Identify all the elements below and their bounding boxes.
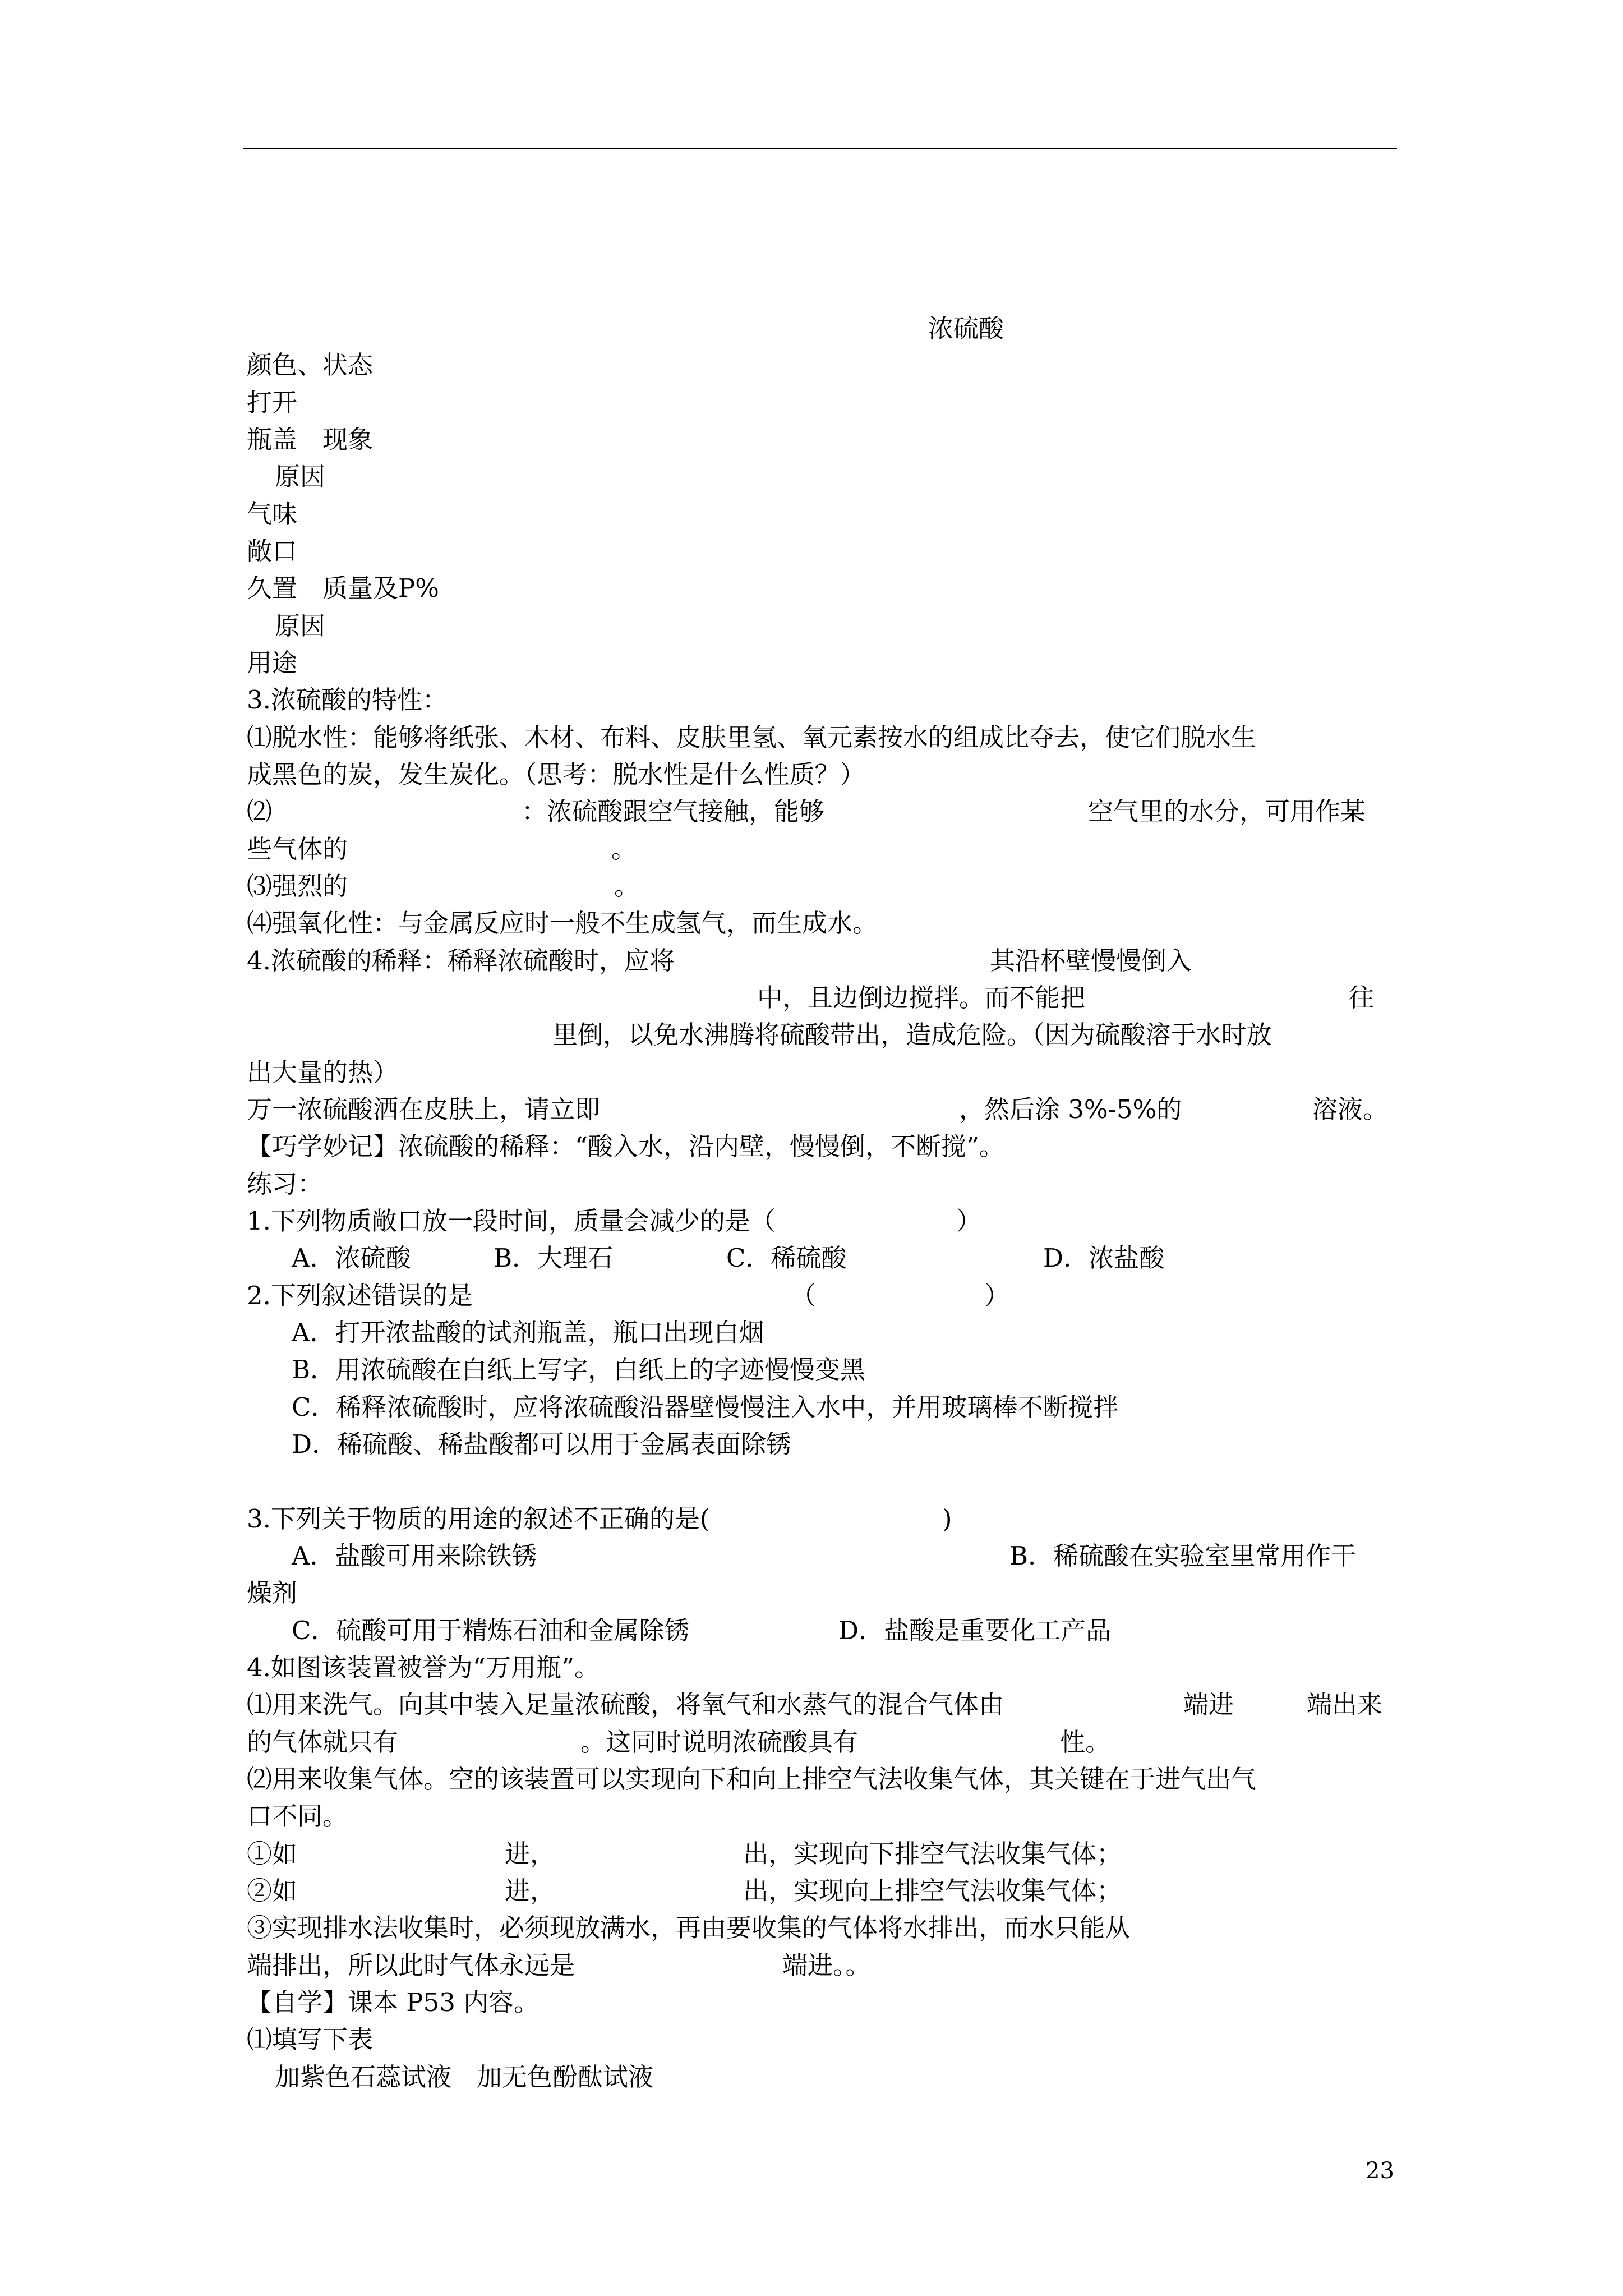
option: A．打开浓盐酸的试剂瓶盖，瓶口出现白烟	[292, 1318, 764, 1347]
paragraph: 些气体的	[247, 834, 348, 864]
option: B．用浓硫酸在白纸上写字，白纸上的字迹慢慢变黑	[292, 1355, 866, 1384]
question: 1.下列物质敞口放一段时间，质量会减少的是（	[247, 1206, 776, 1236]
option: C．稀释浓硫酸时，应将浓硫酸沿器壁慢慢注入水中，并用玻璃棒不断搅拌	[292, 1392, 1119, 1422]
paragraph: 。	[614, 871, 640, 901]
paragraph: 的气体就只有	[247, 1727, 399, 1757]
paragraph: 中，且边倒边搅拌。而不能把	[757, 983, 1086, 1013]
option: C．稀硫酸	[726, 1243, 847, 1273]
paragraph: 进，	[505, 1876, 556, 1906]
table-row-label: 原因	[275, 611, 326, 641]
paragraph: ⑴填写下表	[247, 2024, 374, 2054]
section-heading: 4.浓硫酸的稀释：稀释浓硫酸时，应将	[247, 946, 675, 976]
table-row-label: 瓶盖 现象	[247, 425, 374, 454]
option: B．大理石	[494, 1243, 614, 1273]
question: ）	[984, 1281, 1010, 1310]
table-row-label: 气味	[247, 499, 298, 529]
paragraph: 出，实现向上排空气法收集气体；	[743, 1876, 1122, 1906]
paragraph: ③实现排水法收集时，必须现放满水，再由要收集的气体将水排出，而水只能从	[247, 1913, 1131, 1943]
question: )	[942, 1504, 952, 1534]
paragraph: 端进	[1183, 1690, 1234, 1719]
section-heading: 练习：	[247, 1169, 323, 1199]
option: A．盐酸可用来除铁锈	[292, 1541, 537, 1571]
paragraph: 里倒，以免水沸腾将硫酸带出，造成危险。（因为硫酸溶于水时放	[552, 1020, 1272, 1050]
option: 燥剂	[247, 1578, 298, 1608]
option: D．稀硫酸、稀盐酸都可以用于金属表面除锈	[292, 1429, 792, 1459]
paragraph: 成黑色的炭，发生炭化。（思考：脱水性是什么性质？）	[247, 760, 865, 789]
option: C．硫酸可用于精炼石油和金属除锈	[292, 1616, 690, 1645]
table-header: 加紫色石蕊试液 加无色酚酞试液	[275, 2062, 654, 2092]
paragraph: 溶液。	[1312, 1094, 1389, 1124]
page-title: 浓硫酸	[928, 314, 1004, 343]
paragraph: ②如	[247, 1876, 298, 1906]
paragraph: 性。	[1060, 1727, 1111, 1757]
paragraph: 进，	[505, 1839, 556, 1869]
paragraph: 。这同时说明浓硫酸具有	[580, 1727, 859, 1757]
paragraph: 其沿杯壁慢慢倒入	[990, 946, 1192, 976]
option: B．稀硫酸在实验室里常用作干	[1009, 1541, 1357, 1571]
paragraph: 。	[611, 834, 637, 864]
paragraph: ⑵用来收集气体。空的该装置可以实现向下和向上排空气法收集气体，其关键在于进气出气	[247, 1764, 1257, 1794]
table-row-label: 颜色、状态	[247, 350, 374, 380]
paragraph: ⑴脱水性：能够将纸张、木材、布料、皮肤里氢、氧元素按水的组成比夺去，使它们脱水生	[247, 723, 1257, 752]
table-row-label: 原因	[275, 462, 326, 491]
option: A．浓硫酸	[292, 1243, 411, 1273]
paragraph: 万一浓硫酸洒在皮肤上，请立即	[247, 1094, 601, 1124]
question: 4.如图该装置被誉为“万用瓶”。	[247, 1653, 600, 1682]
paragraph: ⑶强烈的	[247, 871, 348, 901]
paragraph: ，然后涂 3%-5%的	[959, 1094, 1182, 1124]
option: D．浓盐酸	[1043, 1243, 1165, 1273]
paragraph: 出，实现向下排空气法收集气体；	[743, 1839, 1122, 1869]
section-heading: 3.浓硫酸的特性：	[247, 685, 448, 715]
table-row-label: 用途	[247, 648, 298, 678]
option: D．盐酸是重要化工产品	[838, 1616, 1112, 1645]
paragraph: 端出来	[1307, 1690, 1383, 1719]
table-row-label: 久置 质量及P%	[247, 573, 440, 603]
paragraph: ①如	[247, 1839, 298, 1869]
paragraph: 口不同。	[247, 1801, 348, 1831]
header-rule	[243, 148, 1397, 149]
question: （	[791, 1281, 817, 1310]
paragraph: 空气里的水分，可用作某	[1088, 797, 1366, 826]
paragraph: ⑴用来洗气。向其中装入足量浓硫酸，将氧气和水蒸气的混合气体由	[247, 1690, 1004, 1719]
paragraph: ⑷强氧化性：与金属反应时一般不生成氢气，而生成水。	[247, 908, 878, 938]
paragraph: 往	[1349, 983, 1375, 1013]
section-heading: 【自学】课本 P53 内容。	[247, 1987, 540, 2017]
table-row-label: 敞口	[247, 536, 298, 566]
question: ）	[956, 1206, 982, 1236]
question: 3.下列关于物质的用途的叙述不正确的是(	[247, 1504, 710, 1534]
paragraph: ：浓硫酸跟空气接触，能够	[522, 797, 825, 826]
paragraph: ⑵	[247, 797, 273, 826]
question: 2.下列叙述错误的是	[247, 1281, 473, 1310]
page-number: 23	[1366, 2158, 1394, 2184]
table-row-label: 打开	[247, 388, 298, 417]
paragraph: 端排出，所以此时气体永远是	[247, 1950, 575, 1980]
paragraph: 出大量的热）	[247, 1057, 399, 1087]
paragraph: 端进。。	[782, 1950, 871, 1980]
tip-text: 【巧学妙记】浓硫酸的稀释：“酸入水，沿内壁，慢慢倒，不断搅”。	[247, 1131, 1005, 1161]
